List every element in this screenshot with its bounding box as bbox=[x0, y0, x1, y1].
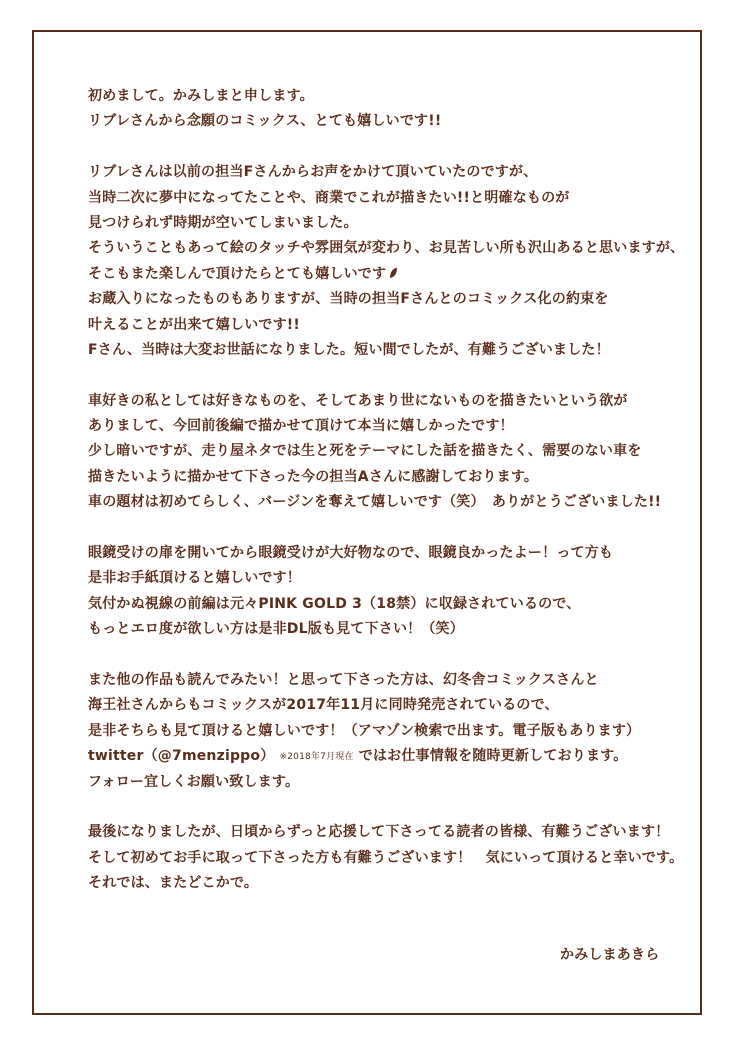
twitter-handle: twitter（@7menzippo） bbox=[88, 748, 275, 765]
text-line: 初めまして。かみしまと申します。 bbox=[88, 88, 314, 104]
text-line: リブレさんから念願のコミックス、とても嬉しいです!! bbox=[88, 113, 442, 130]
paragraph-gap bbox=[88, 363, 688, 388]
text-line: そういうこともあって絵のタッチや雰囲気が変わり、お見苦しい所も沢山あると思いますが、 bbox=[88, 240, 685, 257]
text-line: リブレさんは以前の担当Fさんからお声をかけて頂いていたのですが、 bbox=[88, 164, 538, 181]
text-line: 気付かぬ視線の前編は元々PINK GOLD 3（18禁）に収録されているので、 bbox=[88, 595, 581, 612]
paragraph-gap bbox=[88, 795, 688, 820]
text-line: 少し暗いですが、走り屋ネタでは生と死をテーマにした話を描きたく、需要のない車を bbox=[88, 443, 642, 460]
text-line: 最後になりましたが、日頃からずっと応援して下さってる読者の皆様、有難うございます！ bbox=[88, 824, 670, 841]
text-line: 描きたいように描かせて下さった今の担当Aさんに感謝しております。 bbox=[88, 468, 539, 485]
afterword-letter bbox=[88, 84, 688, 897]
text-line-content: そこもまた楽しんで頂けたらとても嬉しいです bbox=[88, 265, 387, 282]
text-line: 眼鏡受けの扉を開いてから眼鏡受けが大好物なので、眼鏡良かったよー！って方も bbox=[88, 545, 614, 562]
text-line: ありまして、今回前後編で描かせて頂けて本当に嬉しかったです！ bbox=[88, 418, 514, 435]
twitter-line-rest: ではお仕事情報を随時更新しております。 bbox=[358, 748, 628, 765]
paragraph-gap bbox=[88, 516, 688, 541]
text-line-with-leaf bbox=[88, 262, 688, 287]
text-line: そして初めてお手に取って下さった方も有難うございます！ 気にいって頂けると幸いです。 bbox=[88, 849, 684, 866]
text-line: お蔵入りになったものもありますが、当時の担当Fさんとのコミックス化の約束を bbox=[88, 291, 609, 308]
leaf-icon bbox=[389, 267, 398, 279]
text-line: 車の題材は初めてらしく、バージンを奪えて嬉しいです（笑） ありがとうございました!! bbox=[88, 494, 662, 511]
paragraph-gap bbox=[88, 135, 688, 160]
text-line: もっとエロ度が欲しい方は是非DL版も見て下さい！（笑） bbox=[88, 621, 464, 638]
text-line: 見つけられず時期が空いてしまいました。 bbox=[88, 214, 358, 231]
text-line: 車好きの私としては好きなものを、そしてあまり世にないものを描きたいという欲が bbox=[88, 392, 628, 409]
paragraph-gap bbox=[88, 643, 688, 668]
text-line: Fさん、当時は大変お世話になりました。短い間でしたが、有難うございました！ bbox=[88, 341, 610, 358]
text-line: 当時二次に夢中になってたことや、商業でこれが描きたい!!と明確なものが bbox=[88, 189, 570, 206]
text-line: フォロー宜しくお願い致します。 bbox=[88, 773, 300, 790]
text-line: 海王社さんからもコミックスが2017年11月に同時発売されているので、 bbox=[88, 697, 559, 714]
text-line: それでは、またどこかで。 bbox=[88, 875, 259, 892]
text-line: 是非そちらも見て頂けると嬉しいです！（アマゾン検索で出ます。電子版もあります） bbox=[88, 722, 641, 739]
text-line: 叶えることが出来て嬉しいです!! bbox=[88, 316, 300, 333]
author-signature: かみしまあきら bbox=[560, 947, 660, 963]
twitter-line bbox=[88, 744, 688, 769]
text-line: また他の作品も読んでみたい！と思って下さった方は、幻冬舎コミックスさんと bbox=[88, 671, 599, 688]
text-line: 是非お手紙頂けると嬉しいです！ bbox=[88, 570, 301, 587]
date-note: ※2018年7月現在 bbox=[279, 752, 354, 763]
